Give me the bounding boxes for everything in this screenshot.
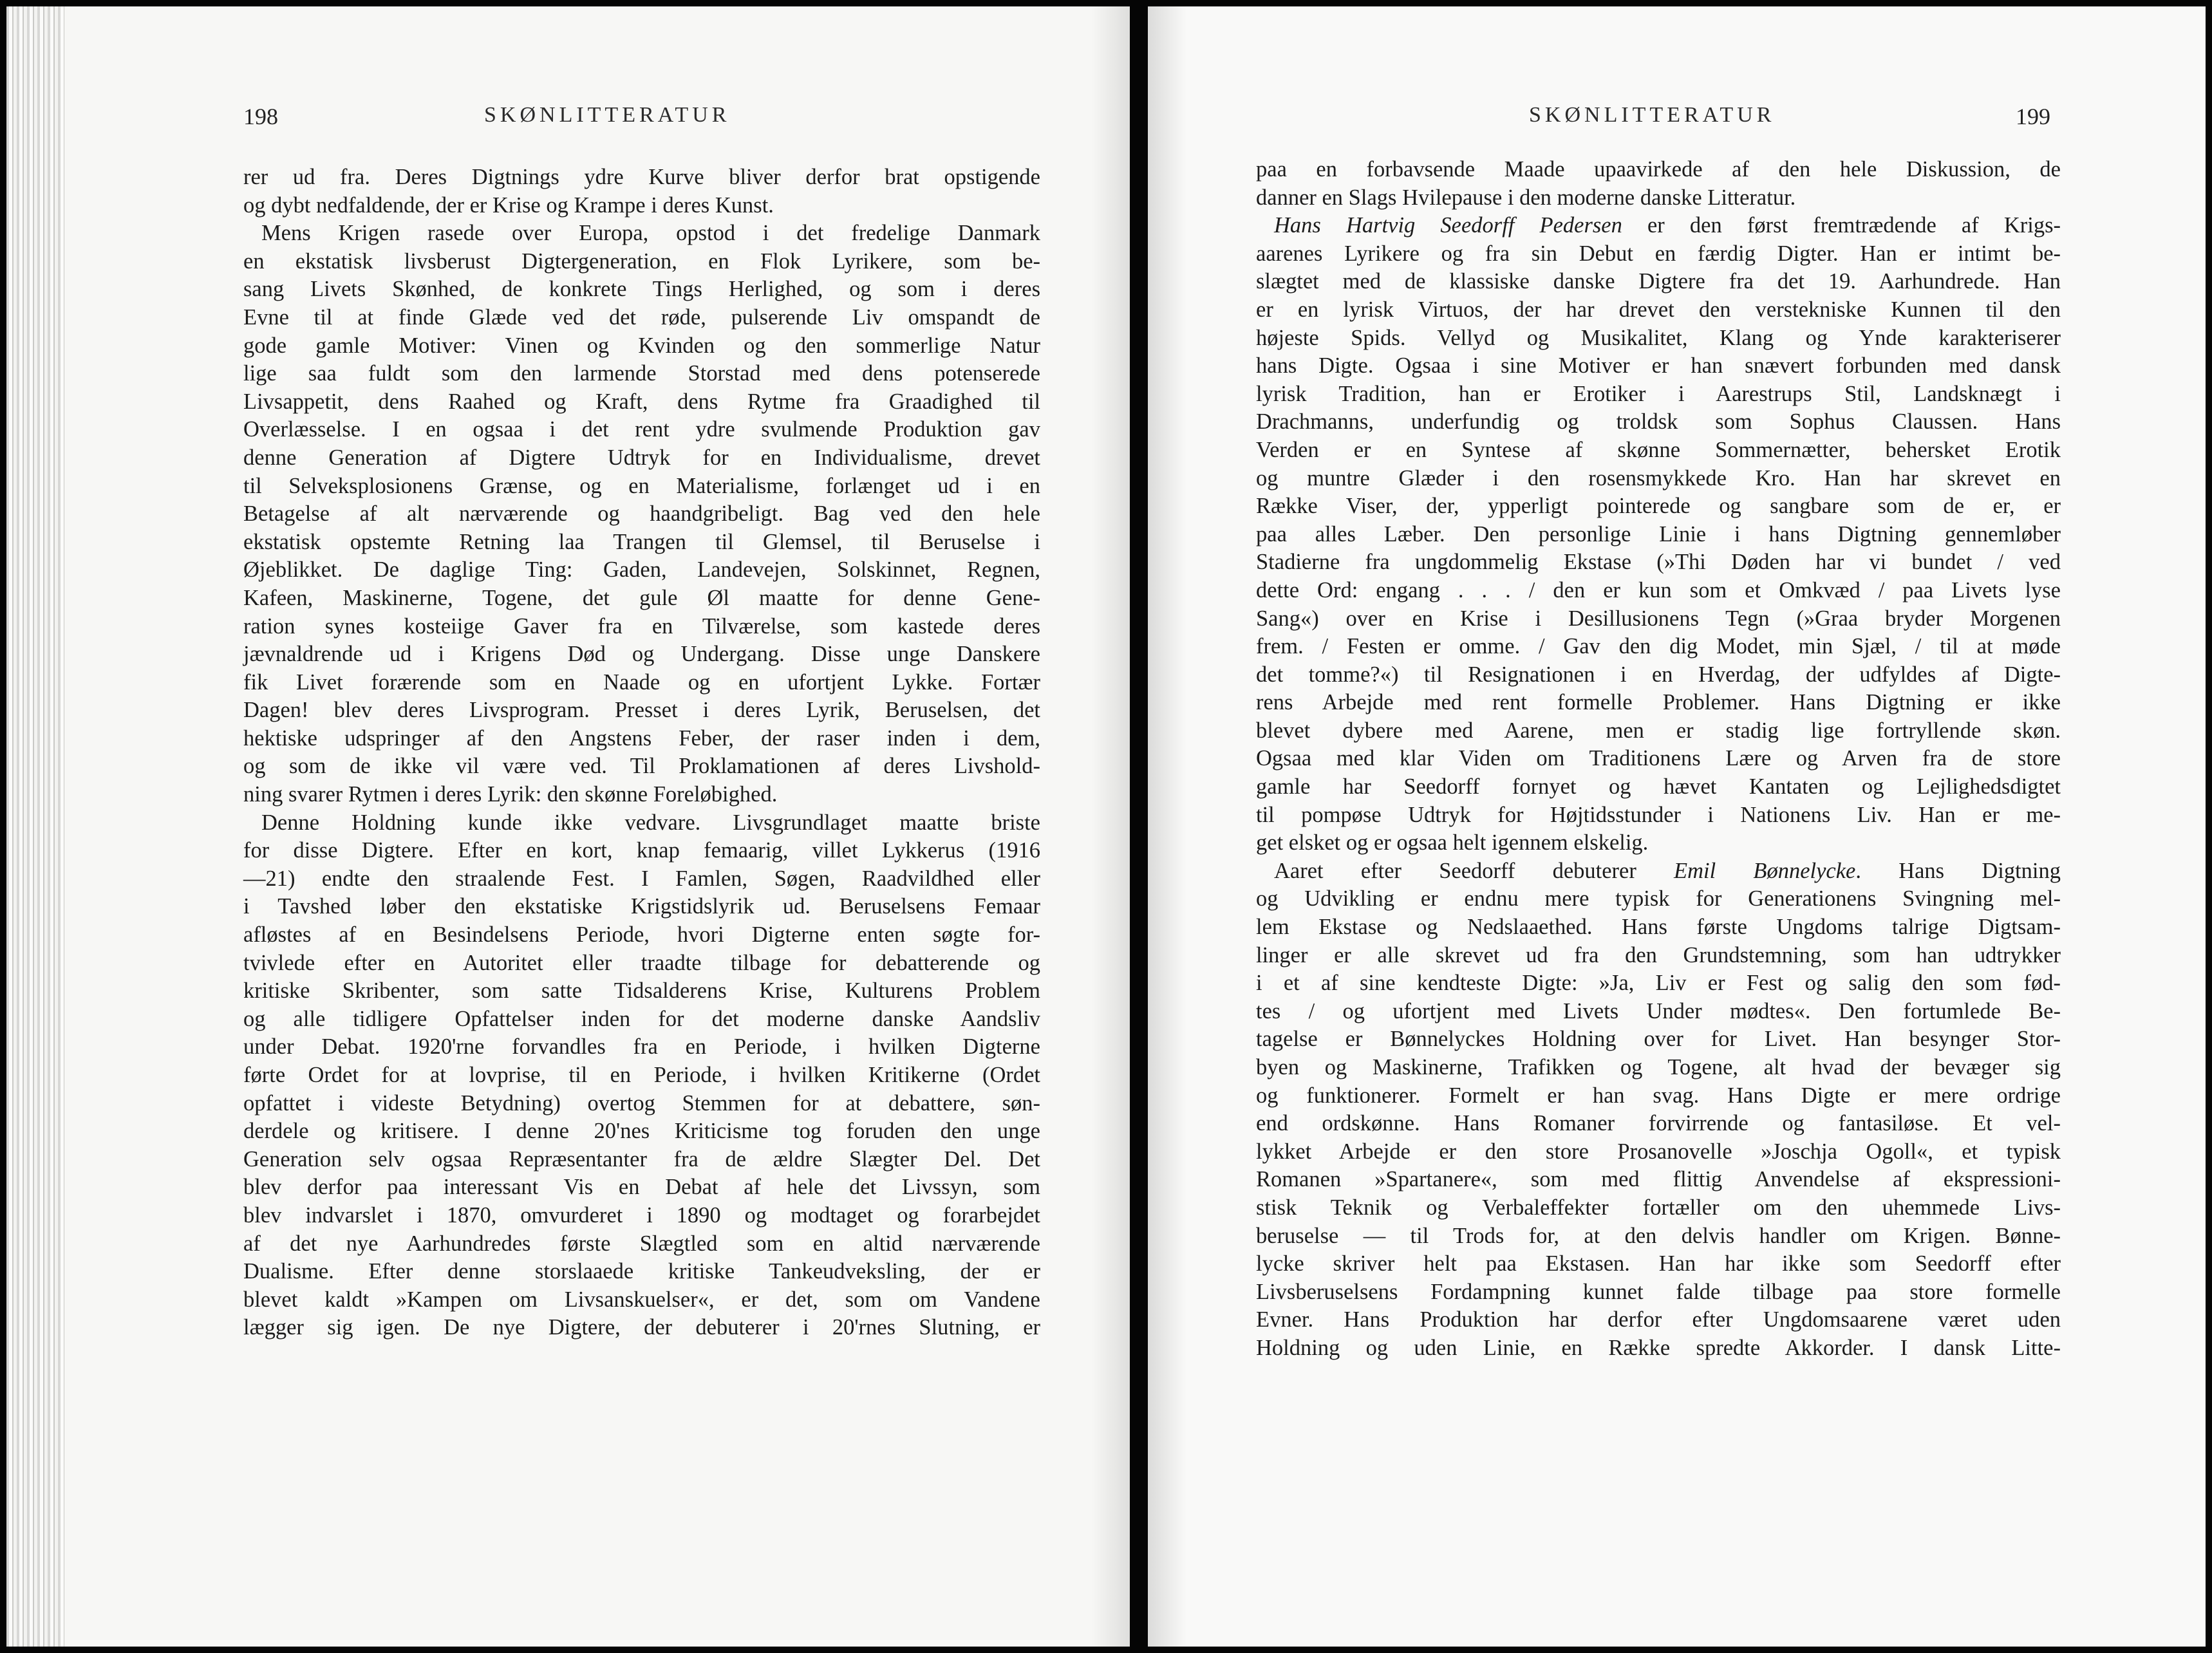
text-line: kritiske Skribenter, som satte Tidsalderens Krise, Kulturens Problem	[243, 978, 1040, 1004]
text-line: højeste Spids. Vellyd og Musikalitet, Klang og Ynde karakteriserer	[1256, 325, 2061, 350]
left-page	[6, 6, 1130, 1647]
text-line: Øjeblikket. De daglige Ting: Gaden, Landevejen, Solskinnet, Regnen,	[243, 557, 1040, 583]
text-line: aarenes Lyrikere og fra sin Debut en færdig Digter. Han er intimt be-	[1256, 241, 2061, 266]
text-line: blevet kaldt »Kampen om Livsanskuelser«, er det, som om Vandene	[243, 1287, 1040, 1312]
text-line: Dagen! blev deres Livsprogram. Presset i deres Lyrik, Beruselsen, det	[243, 698, 1040, 723]
text-line: en ekstatisk livsberust Digtergeneration, en Flok Lyrikere, som be-	[243, 248, 1040, 274]
text-line: er en lyrisk Virtuos, der har drevet den verstekniske Kunnen til den	[1256, 297, 2061, 322]
text-line: lige saa fuldt som den larmende Storstad med dens potenserede	[243, 361, 1040, 386]
text-line: blev indvarslet i 1870, omvurderet i 1890 og modtaget og forarbejdet	[243, 1202, 1040, 1228]
running-head: SKØNLITTERATUR	[484, 103, 731, 127]
text-run: . Hans Digtning	[1855, 858, 2061, 883]
text-line: byen og Maskinerne, Trafikken og Togene, alt hvad der bevæger sig	[1256, 1055, 2061, 1079]
text-line: Romanen »Spartanere«, som med flittig Anvendelse af ekspressioni-	[1256, 1167, 2061, 1192]
text-line: tes / og ufortjent med Livets Under mødtes«. Den fortumlede Be-	[1256, 998, 2061, 1023]
page-number: 198	[243, 104, 278, 129]
text-line: førte Ordet for at lovprise, til en Periode, i hvilken Kritikerne (Ordet	[243, 1063, 1040, 1087]
author-name: Hans Hartvig Seedorff Pedersen	[1274, 213, 1622, 238]
text-line: Verden er en Syntese af skønne Sommernætter, behersket Erotik	[1256, 437, 2061, 462]
text-line: jævnaldrende ud i Krigens Død og Undergang. Disse unge Danskere	[243, 642, 1040, 667]
text-line: og muntre Glæder i den rosensmykkede Kro. Han har skrevet en	[1256, 465, 2061, 490]
text-line: Dualisme. Efter denne storslaaede kritiske Tankeudveksling, der er	[243, 1259, 1040, 1284]
text-line: ning svarer Rytmen i deres Lyrik: den skønne Foreløbighed.	[243, 782, 778, 807]
text-line: og Udvikling er endnu mere typisk for Generationens Svingning mel-	[1256, 886, 2061, 911]
binding-gutter	[1091, 6, 1130, 1647]
text-line	[1256, 857, 2061, 886]
text-line: sang Livets Skønhed, de konkrete Tings Herlighed, og som i deres	[243, 277, 1040, 302]
text-line: Drachmanns, underfundig og troldsk som Sophus Claussen. Hans	[1256, 409, 2061, 434]
text-line: Generation selv ogsaa Repræsentanter fra de ældre Slægter Del. Det	[243, 1146, 1040, 1172]
text-line: det tomme?«) til Resignationen i en Hverdag, der udfyldes af Digte-	[1256, 662, 2061, 687]
page-edge-strip	[6, 6, 64, 1647]
text-line: frem. / Festen er omme. / Gav den dig Modet, min Sjæl, / til at møde	[1256, 634, 2061, 659]
text-line: rens Arbejde med rent formelle Problemer. Hans Digtning er ikke	[1256, 690, 2061, 715]
text-line: dette Ord: engang . . . / den er kun som et Omkvæd / paa Livets lyse	[1256, 577, 2061, 602]
body-text	[1256, 156, 2061, 1363]
text-line: til Selveksplosionens Grænse, og en Materialisme, forlænget ud i en	[243, 473, 1040, 498]
text-line: Sang«) over en Krise i Desillusionens Tegn (»Graa bryder Morgenen	[1256, 606, 2061, 631]
text-line: tvivlede efter en Autoritet eller traadte tilbage for debatterende og	[243, 950, 1040, 975]
text-line: stisk Teknik og Verbaleffekter fortæller om den uhemmede Livs-	[1256, 1195, 2061, 1220]
text-line: for disse Digtere. Efter en kort, knap femaarig, villet Lykkerus (1916	[243, 838, 1040, 863]
text-line: i Tavshed løber den ekstatiske Krigstidslyrik ud. Beruselsens Femaar	[243, 894, 1040, 919]
text-line: Kafeen, Maskinerne, Togene, det gule Øl maatte for denne Gene-	[243, 585, 1040, 610]
text-line: lægger sig igen. De nye Digtere, der debuterer i 20'rnes Slutning, er	[243, 1315, 1040, 1340]
text-line: under Debat. 1920'rne forvandles fra en Periode, i hvilken Digterne	[243, 1034, 1040, 1060]
text-line: ration synes kosteiige Gaver fra en Tilværelse, som kastede deres	[243, 613, 1040, 639]
text-line: og alle tidligere Opfattelser inden for det moderne danske Aandsliv	[243, 1006, 1040, 1031]
text-line: i et af sine kendteste Digte: »Ja, Liv er Fest og salig den som fød-	[1256, 971, 2061, 996]
text-line: rer ud fra. Deres Digtnings ydre Kurve bliver derfor brat opstigende	[243, 165, 1040, 189]
text-run: Aaret efter Seedorff debuterer	[1274, 858, 1674, 883]
text-line: Betagelse af alt nærværende og haandgribeligt. Bag ved den hele	[243, 501, 1040, 527]
right-page	[1148, 6, 2206, 1647]
text-line: gamle har Seedorff fornyet og hævet Kantaten og Lejlighedsdigtet	[1256, 774, 2061, 799]
text-line: get elsket og er ogsaa helt igennem elskelig.	[1256, 830, 1649, 855]
text-line: Stadierne fra ungdommelig Ekstase (»Thi Døden har vi bundet / ved	[1256, 550, 2061, 575]
text-line: og som de ikke vil være ved. Til Proklamationen af deres Livshold-	[243, 754, 1040, 779]
text-line: gode gamle Motiver: Vinen og Kvinden og den sommerlige Natur	[243, 333, 1040, 358]
running-head: SKØNLITTERATUR	[1529, 103, 1776, 127]
author-name: Emil Bønnelycke	[1674, 858, 1856, 883]
text-line: og funktionerer. Formelt er han svag. Hans Digte er mere ordrige	[1256, 1083, 2061, 1108]
text-line: ekstatisk opstemte Retning laa Trangen til Glemsel, til Beruselse i	[243, 529, 1040, 554]
text-line: paa en forbavsende Maade upaavirkede af den hele Diskussion, de	[1256, 157, 2061, 182]
text-line: hans Digte. Ogsaa i sine Motiver er han snævert forbunden med dansk	[1256, 353, 2061, 378]
text-line: og dybt nedfaldende, der er Krise og Krampe i deres Kunst.	[243, 192, 774, 218]
text-line: opfattet i videste Betydning) overtog Stemmen for at debattere, søn-	[243, 1090, 1040, 1116]
text-line: paa alles Læber. Den personlige Linie i hans Digtning gennemløber	[1256, 521, 2061, 546]
text-line: lyrisk Tradition, han er Erotiker i Aarestrups Stil, Landsknægt i	[1256, 381, 2061, 406]
text-line: end ordskønne. Hans Romaner forvirrende og fantasiløse. Et vel-	[1256, 1111, 2061, 1136]
text-line: linger er alle skrevet ud fra den Grundstemning, som han udtrykker	[1256, 942, 2061, 967]
text-line: danner en Slags Hvilepause i den moderne danske Litteratur.	[1256, 185, 1796, 210]
text-line: Denne Holdning kunde ikke vedvare. Livsgrundlaget maatte briste	[261, 810, 1040, 835]
text-line	[1256, 212, 2061, 240]
text-line: afløstes af en Besindelsens Periode, hvori Digterne enten søgte for-	[243, 922, 1040, 948]
body-text	[243, 163, 1040, 1342]
text-line: hektiske udspringer af den Angstens Feber, der raser inden i dem,	[243, 725, 1040, 751]
text-line: af det nye Aarhundredes første Slægtled som en altid nærværende	[243, 1231, 1040, 1256]
text-line: Livsappetit, dens Raahed og Kraft, dens Rytme fra Graadighed til	[243, 389, 1040, 414]
text-line: denne Generation af Digtere Udtryk for en Individualisme, drevet	[243, 445, 1040, 470]
text-line: Holdning og uden Linie, en Række spredte Akkorder. I dansk Litte-	[1256, 1335, 2061, 1360]
text-line: lem Ekstase og Nedslaaethed. Hans første Ungdoms talrige Digtsam-	[1256, 915, 2061, 940]
text-line: derdele og kritisere. I denne 20'nes Kriticisme tog foruden den unge	[243, 1119, 1040, 1144]
text-line: slægtet med de klassiske danske Digtere fra det 19. Aarhundrede. Han	[1256, 269, 2061, 294]
text-line: Ogsaa med klar Viden om Traditionens Lære og Arven fra de store	[1256, 746, 2061, 771]
text-line: Evne til at finde Glæde ved det røde, pulserende Liv omspandt de	[243, 304, 1040, 330]
text-line: beruselse — til Trods for, at den delvis handler om Krigen. Bønne-	[1256, 1223, 2061, 1248]
text-line: fik Livet forærende som en Naade og en ufortjent Lykke. Fortær	[243, 669, 1040, 695]
text-line: —21) endte den straalende Fest. I Famlen, Søgen, Raadvildhed eller	[243, 866, 1040, 891]
text-line: lykket Arbejde er den store Prosanovelle »Joschja Ogoll«, et typisk	[1256, 1139, 2061, 1164]
binding-gutter	[1148, 6, 1186, 1647]
text-line: Mens Krigen rasede over Europa, opstod i det fredelige Danmark	[261, 221, 1040, 246]
text-line: tagelse er Bønnelyckes Holdning over for Livet. Han besynger Stor-	[1256, 1027, 2061, 1052]
text-line: lycke skriver helt paa Ekstasen. Han har ikke som Seedorff efter	[1256, 1251, 2061, 1276]
text-line: til pompøse Udtryk for Højtidsstunder i Nationens Liv. Han er me-	[1256, 802, 2061, 827]
text-run: er den først fremtrædende af Krigs-	[1622, 213, 2061, 238]
text-line: Evner. Hans Produktion har derfor efter Ungdomsaarene været uden	[1256, 1307, 2061, 1332]
text-line: Overlæsselse. I en ogsaa i det rent ydre svulmende Produktion gav	[243, 417, 1040, 442]
text-line: Livsberuselsens Fordampning kunnet falde tilbage paa store formelle	[1256, 1279, 2061, 1304]
text-line: blevet dybere med Aarene, men er stadig lige fortryllende skøn.	[1256, 718, 2061, 743]
page-number: 199	[2016, 104, 2050, 129]
text-line: blev derfor paa interessant Vis en Debat af hele det Livssyn, som	[243, 1175, 1040, 1200]
text-line: Række Viser, der, ypperligt pointerede og sangbare som de er, er	[1256, 494, 2061, 519]
